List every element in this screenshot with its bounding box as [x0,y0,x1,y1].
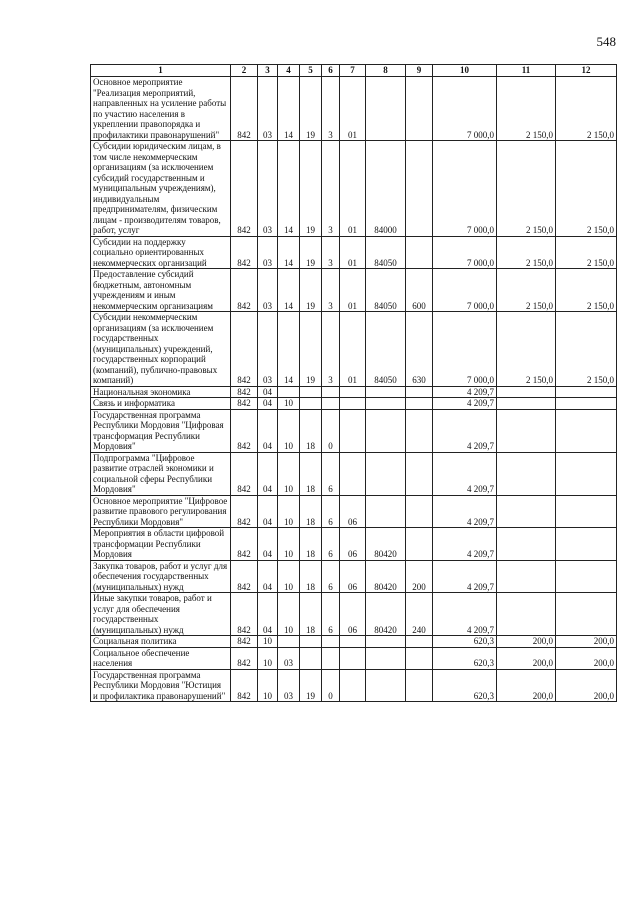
column-header: 11 [497,65,556,77]
subsection-code: 10 [278,495,300,528]
amount-col-12: 2 150,0 [556,236,617,269]
subprogram-code: 6 [322,560,340,593]
expense-type-code: 630 [406,312,433,387]
program-code: 18 [300,409,322,452]
subsection-code: 03 [278,669,300,702]
expense-type-code [406,236,433,269]
grbs-code: 842 [231,669,258,702]
event-code: 06 [340,560,366,593]
direction-code [366,386,406,398]
subsection-code: 10 [278,528,300,561]
table-row [91,528,617,561]
event-code: 01 [340,77,366,141]
program-code [300,398,322,410]
program-code: 18 [300,560,322,593]
expense-type-code [406,528,433,561]
amount-col-12: 2 150,0 [556,312,617,387]
program-code: 18 [300,593,322,636]
subprogram-code: 6 [322,593,340,636]
amount-col-10: 4 209,7 [433,452,497,495]
program-code: 19 [300,141,322,237]
row-name: Национальная экономика [91,386,231,398]
table-row [91,236,617,269]
table-row [91,593,617,636]
amount-col-11: 2 150,0 [497,141,556,237]
table-row [91,312,617,387]
amount-col-12 [556,593,617,636]
event-code: 01 [340,141,366,237]
section-code: 04 [258,528,278,561]
row-name: Основное мероприятие "Реализация мероприятий, направленных на усиление работы по участию населения в укреплении правопорядка и профилактики правонарушений" [91,77,231,141]
amount-col-12: 200,0 [556,647,617,669]
amount-col-11: 2 150,0 [497,236,556,269]
amount-col-10: 4 209,7 [433,409,497,452]
event-code: 06 [340,528,366,561]
amount-col-10: 4 209,7 [433,398,497,410]
subsection-code: 03 [278,647,300,669]
subsection-code [278,636,300,648]
amount-col-10: 7 000,0 [433,312,497,387]
amount-col-12 [556,452,617,495]
row-name: Государственная программа Республики Мордовия "Цифровая трансформация Республики Мордовия" [91,409,231,452]
grbs-code: 842 [231,398,258,410]
grbs-code: 842 [231,647,258,669]
subsection-code: 14 [278,312,300,387]
amount-col-11 [497,495,556,528]
amount-col-12: 2 150,0 [556,77,617,141]
column-header: 9 [406,65,433,77]
amount-col-12 [556,560,617,593]
amount-col-11 [497,452,556,495]
row-name: Государственная программа Республики Мордовия "Юстиция и профилактика правонарушений" [91,669,231,702]
direction-code: 84050 [366,236,406,269]
direction-code [366,77,406,141]
amount-col-10: 4 209,7 [433,593,497,636]
subsection-code: 10 [278,398,300,410]
amount-col-12 [556,386,617,398]
subprogram-code: 0 [322,669,340,702]
expense-type-code [406,495,433,528]
program-code: 18 [300,452,322,495]
subsection-code: 14 [278,269,300,312]
row-name: Субсидии некоммерческим организациям (за исключением государственных (муниципальных) учреждений, государственных корпораций (компаний), публично-правовых компаний) [91,312,231,387]
program-code: 18 [300,495,322,528]
grbs-code: 842 [231,269,258,312]
program-code [300,386,322,398]
subprogram-code: 6 [322,528,340,561]
section-code: 03 [258,236,278,269]
amount-col-10: 620,3 [433,636,497,648]
expense-type-code: 200 [406,560,433,593]
program-code: 19 [300,77,322,141]
expense-type-code [406,409,433,452]
section-code: 04 [258,593,278,636]
row-name: Иные закупки товаров, работ и услуг для обеспечения государственных (муниципальных) нужд [91,593,231,636]
event-code [340,452,366,495]
table-row [91,647,617,669]
amount-col-10: 4 209,7 [433,560,497,593]
section-code: 04 [258,409,278,452]
amount-col-10: 620,3 [433,669,497,702]
subprogram-code: 6 [322,495,340,528]
section-code: 04 [258,452,278,495]
table-row [91,669,617,702]
amount-col-11 [497,398,556,410]
expense-type-code [406,669,433,702]
subprogram-code [322,647,340,669]
event-code [340,409,366,452]
amount-col-11: 2 150,0 [497,269,556,312]
expense-type-code [406,636,433,648]
column-header: 7 [340,65,366,77]
column-header: 8 [366,65,406,77]
expense-type-code [406,386,433,398]
grbs-code: 842 [231,141,258,237]
direction-code: 84000 [366,141,406,237]
grbs-code: 842 [231,409,258,452]
amount-col-10: 7 000,0 [433,236,497,269]
event-code: 01 [340,269,366,312]
event-code: 01 [340,312,366,387]
event-code: 01 [340,236,366,269]
event-code [340,669,366,702]
expense-type-code [406,77,433,141]
amount-col-12 [556,495,617,528]
direction-code [366,669,406,702]
program-code: 19 [300,312,322,387]
program-code: 19 [300,669,322,702]
column-header: 10 [433,65,497,77]
table-row [91,141,617,237]
amount-col-11 [497,528,556,561]
event-code: 06 [340,593,366,636]
grbs-code: 842 [231,236,258,269]
expense-type-code: 600 [406,269,433,312]
amount-col-12 [556,398,617,410]
amount-col-11: 2 150,0 [497,312,556,387]
amount-col-10: 7 000,0 [433,77,497,141]
row-name: Основное мероприятие "Цифровое развитие правового регулирования Республики Мордовия" [91,495,231,528]
direction-code [366,452,406,495]
table-row [91,495,617,528]
amount-col-11: 200,0 [497,647,556,669]
amount-col-11: 200,0 [497,669,556,702]
section-code: 03 [258,269,278,312]
grbs-code: 842 [231,593,258,636]
subsection-code: 14 [278,77,300,141]
header-row [91,65,617,77]
direction-code [366,409,406,452]
direction-code: 80420 [366,528,406,561]
subsection-code [278,386,300,398]
program-code [300,636,322,648]
event-code [340,636,366,648]
program-code: 19 [300,236,322,269]
table-row [91,636,617,648]
column-header: 12 [556,65,617,77]
table-row [91,77,617,141]
subprogram-code: 6 [322,452,340,495]
row-name: Субсидии на поддержку социально ориентированных некоммерческих организаций [91,236,231,269]
table-row [91,560,617,593]
section-code: 10 [258,647,278,669]
subprogram-code [322,636,340,648]
amount-col-12: 2 150,0 [556,141,617,237]
direction-code: 80420 [366,593,406,636]
row-name: Мероприятия в области цифровой трансформации Республики Мордовия [91,528,231,561]
budget-table [90,64,617,702]
direction-code [366,398,406,410]
subprogram-code [322,398,340,410]
table-row [91,452,617,495]
column-header: 2 [231,65,258,77]
program-code [300,647,322,669]
amount-col-10: 7 000,0 [433,141,497,237]
amount-col-12: 200,0 [556,669,617,702]
expense-type-code: 240 [406,593,433,636]
direction-code [366,636,406,648]
subprogram-code: 3 [322,236,340,269]
subprogram-code [322,386,340,398]
subprogram-code: 3 [322,77,340,141]
section-code: 04 [258,495,278,528]
subprogram-code: 3 [322,312,340,387]
direction-code [366,647,406,669]
amount-col-11 [497,593,556,636]
grbs-code: 842 [231,495,258,528]
column-header: 1 [91,65,231,77]
event-code [340,386,366,398]
row-name: Связь и информатика [91,398,231,410]
row-name: Социальное обеспечение населения [91,647,231,669]
amount-col-12 [556,409,617,452]
subsection-code: 10 [278,409,300,452]
expense-type-code [406,141,433,237]
amount-col-11 [497,409,556,452]
subsection-code: 10 [278,560,300,593]
direction-code [366,495,406,528]
amount-col-10: 4 209,7 [433,386,497,398]
subsection-code: 10 [278,452,300,495]
amount-col-12: 200,0 [556,636,617,648]
table-row [91,398,617,410]
program-code: 18 [300,528,322,561]
section-code: 10 [258,636,278,648]
subsection-code: 14 [278,236,300,269]
table-row [91,409,617,452]
amount-col-11: 2 150,0 [497,77,556,141]
column-header: 3 [258,65,278,77]
section-code: 03 [258,312,278,387]
expense-type-code [406,647,433,669]
column-header: 4 [278,65,300,77]
expense-type-code [406,452,433,495]
section-code: 04 [258,386,278,398]
row-name: Субсидии юридическим лицам, в том числе некоммерческим организациям (за исключением субсидий государственным и муниципальным учреждениям), индивидуальным предпринимателям, физическим лицам - производителям товаров, работ, услуг [91,141,231,237]
event-code [340,398,366,410]
grbs-code: 842 [231,560,258,593]
amount-col-10: 7 000,0 [433,269,497,312]
grbs-code: 842 [231,77,258,141]
grbs-code: 842 [231,636,258,648]
column-header: 6 [322,65,340,77]
direction-code: 84050 [366,269,406,312]
amount-col-10: 620,3 [433,647,497,669]
amount-col-11: 200,0 [497,636,556,648]
section-code: 04 [258,560,278,593]
section-code: 03 [258,141,278,237]
subprogram-code: 3 [322,269,340,312]
page-number: 548 [596,34,616,49]
direction-code: 80420 [366,560,406,593]
row-name: Подпрограмма "Цифровое развитие отраслей экономики и социальной сферы Республики Мордовия" [91,452,231,495]
event-code [340,647,366,669]
grbs-code: 842 [231,312,258,387]
section-code: 03 [258,77,278,141]
subprogram-code: 3 [322,141,340,237]
direction-code: 84050 [366,312,406,387]
grbs-code: 842 [231,528,258,561]
amount-col-12: 2 150,0 [556,269,617,312]
table-row [91,386,617,398]
amount-col-12 [556,528,617,561]
subsection-code: 10 [278,593,300,636]
table-row [91,269,617,312]
grbs-code: 842 [231,386,258,398]
row-name: Закупка товаров, работ и услуг для обеспечения государственных (муниципальных) нужд [91,560,231,593]
grbs-code: 842 [231,452,258,495]
amount-col-11 [497,560,556,593]
expense-type-code [406,398,433,410]
amount-col-10: 4 209,7 [433,495,497,528]
amount-col-11 [497,386,556,398]
section-code: 04 [258,398,278,410]
event-code: 06 [340,495,366,528]
program-code: 19 [300,269,322,312]
row-name: Предоставление субсидий бюджетным, автономным учреждениям и иным некоммерческим организациям [91,269,231,312]
column-header: 5 [300,65,322,77]
subsection-code: 14 [278,141,300,237]
subprogram-code: 0 [322,409,340,452]
row-name: Социальная политика [91,636,231,648]
amount-col-10: 4 209,7 [433,528,497,561]
section-code: 10 [258,669,278,702]
